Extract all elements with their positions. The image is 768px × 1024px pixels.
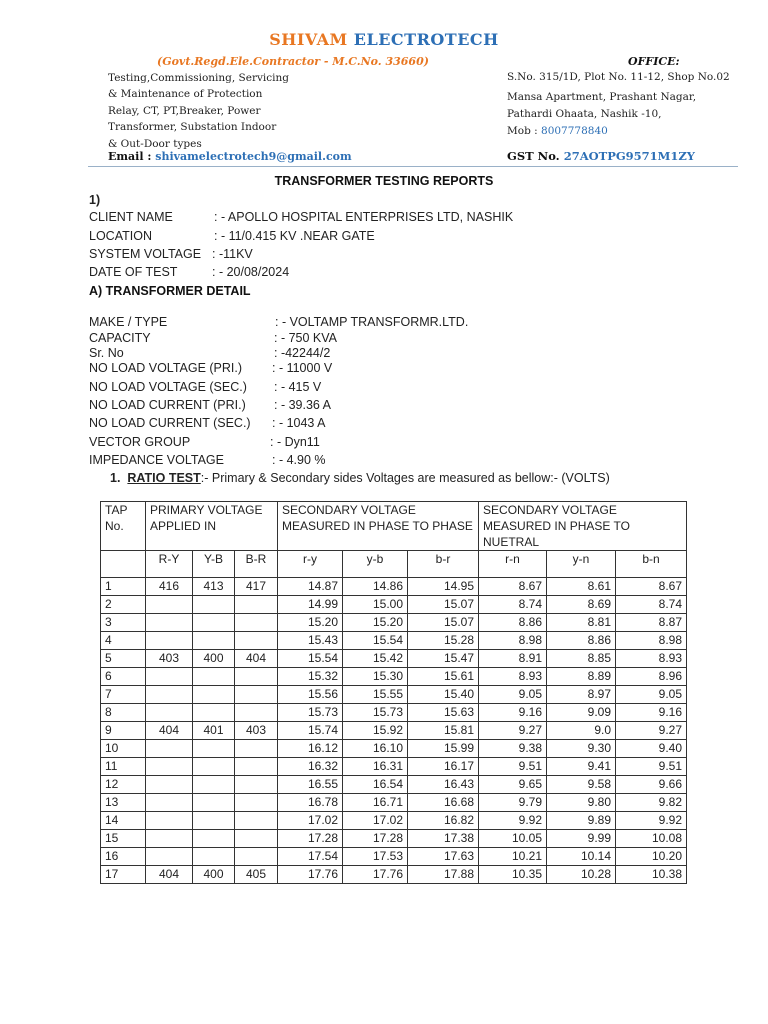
sec-ry-cell: 17.54 (278, 848, 343, 866)
primary-br-cell (235, 632, 278, 650)
table-row (101, 614, 687, 632)
mobile-label: Mob : (507, 125, 538, 137)
sec-yb-cell: 15.92 (343, 722, 408, 740)
detail-value: : -42244/2 (274, 346, 331, 360)
table-row (101, 650, 687, 668)
sec-rn-cell: 9.92 (479, 812, 547, 830)
info-value: : - 11/0.415 KV .NEAR GATE (214, 229, 375, 243)
sec-bn-cell: 10.08 (616, 830, 687, 848)
sec-rn-cell: 10.21 (479, 848, 547, 866)
registration-line: (Govt.Regd.Ele.Contractor - M.C.No. 33660) (157, 55, 429, 68)
subheader-cell: B-R (235, 551, 278, 578)
sec-yn-cell: 9.80 (547, 794, 616, 812)
primary-yb-cell: 400 (193, 866, 235, 884)
sec-ry-cell: 17.02 (278, 812, 343, 830)
primary-br-cell (235, 830, 278, 848)
sec-ry-cell: 16.32 (278, 758, 343, 776)
sec-ry-cell: 15.54 (278, 650, 343, 668)
info-value: : - 20/08/2024 (212, 265, 290, 279)
tap-cell: 8 (101, 704, 146, 722)
service-line: & Out-Door types (108, 137, 202, 150)
primary-br-cell (235, 848, 278, 866)
primary-ry-cell (146, 668, 193, 686)
sec-ry-cell: 15.32 (278, 668, 343, 686)
table-row (101, 668, 687, 686)
sec-yn-cell: 8.61 (547, 578, 616, 596)
sec-ry-cell: 15.20 (278, 614, 343, 632)
detail-value: : - Dyn11 (270, 435, 320, 449)
sec-br-cell: 15.07 (408, 614, 479, 632)
tap-cell: 6 (101, 668, 146, 686)
sec-bn-cell: 9.82 (616, 794, 687, 812)
sec-yn-cell: 8.85 (547, 650, 616, 668)
sec-rn-cell: 9.38 (479, 740, 547, 758)
sec-yb-cell: 15.20 (343, 614, 408, 632)
sec-yb-cell: 15.73 (343, 704, 408, 722)
sec-yn-cell: 8.69 (547, 596, 616, 614)
sec-bn-cell: 9.40 (616, 740, 687, 758)
sec-bn-cell: 9.92 (616, 812, 687, 830)
tap-cell: 7 (101, 686, 146, 704)
detail-label: MAKE / TYPE (89, 315, 168, 329)
sec-rn-cell: 9.16 (479, 704, 547, 722)
address-line: Pathardi Ohaata, Nashik -10, (507, 108, 662, 120)
sec-br-cell: 16.17 (408, 758, 479, 776)
sec-ry-cell: 16.12 (278, 740, 343, 758)
service-line: & Maintenance of Protection (108, 88, 263, 101)
sec-yn-cell: 9.58 (547, 776, 616, 794)
sec-ry-cell: 17.28 (278, 830, 343, 848)
sec-yn-cell: 9.89 (547, 812, 616, 830)
detail-value: : - 11000 V (272, 361, 333, 375)
subheader-cell: b-r (408, 551, 479, 578)
detail-label: NO LOAD VOLTAGE (SEC.) (89, 380, 247, 394)
ratio-description: :- Primary & Secondary sides Voltages are measured as bellow:- (VOLTS) (200, 471, 610, 485)
sec-br-cell: 15.63 (408, 704, 479, 722)
subheader-cell: R-Y (146, 551, 193, 578)
sec-bn-cell: 8.93 (616, 650, 687, 668)
sec-yb-cell: 15.54 (343, 632, 408, 650)
sec-yb-cell: 15.42 (343, 650, 408, 668)
office-label: OFFICE: (628, 55, 680, 68)
primary-yb-cell (193, 704, 235, 722)
primary-yb-cell (193, 794, 235, 812)
email-link[interactable]: shivamelectrotech9@gmail.com (155, 150, 352, 163)
sec-br-cell: 17.88 (408, 866, 479, 884)
primary-yb-cell: 413 (193, 578, 235, 596)
info-label: CLIENT NAME (89, 210, 173, 224)
sec-rn-cell: 9.51 (479, 758, 547, 776)
subheader-cell: y-b (343, 551, 408, 578)
sec-yb-cell: 17.02 (343, 812, 408, 830)
primary-ry-cell (146, 794, 193, 812)
primary-ry-cell (146, 614, 193, 632)
primary-ry-cell: 416 (146, 578, 193, 596)
sec-bn-cell: 8.98 (616, 632, 687, 650)
primary-br-cell: 404 (235, 650, 278, 668)
sec-yn-cell: 9.0 (547, 722, 616, 740)
sec-yb-cell: 16.54 (343, 776, 408, 794)
sec-yb-cell: 16.10 (343, 740, 408, 758)
sec-br-cell: 16.68 (408, 794, 479, 812)
info-label: LOCATION (89, 229, 152, 243)
sec-rn-cell: 9.27 (479, 722, 547, 740)
sec-bn-cell: 8.67 (616, 578, 687, 596)
primary-br-cell (235, 614, 278, 632)
detail-value: : - 39.36 A (274, 398, 331, 412)
subheader-cell (101, 551, 146, 578)
company-name (0, 30, 768, 49)
detail-label: NO LOAD VOLTAGE (PRI.) (89, 361, 243, 375)
subheader-cell: r-y (278, 551, 343, 578)
table-row (101, 596, 687, 614)
detail-value: : - 1043 A (272, 416, 326, 430)
info-value: : -11KV (212, 247, 253, 261)
sec-ry-cell: 15.43 (278, 632, 343, 650)
ratio-test-table (100, 501, 687, 884)
primary-ry-cell (146, 704, 193, 722)
primary-br-cell (235, 686, 278, 704)
primary-br-cell: 403 (235, 722, 278, 740)
sec-br-cell: 15.07 (408, 596, 479, 614)
ratio-number: 1. (110, 471, 121, 485)
subheader-cell: b-n (616, 551, 687, 578)
primary-br-cell (235, 668, 278, 686)
sec-rn-cell: 10.05 (479, 830, 547, 848)
ratio-label: RATIO TEST (127, 471, 201, 485)
primary-ry-cell (146, 848, 193, 866)
mobile-line (507, 124, 732, 139)
header-primary-voltage: PRIMARY VOLTAGE APPLIED IN (146, 502, 278, 551)
sec-ry-cell: 15.74 (278, 722, 343, 740)
sec-br-cell: 15.61 (408, 668, 479, 686)
primary-ry-cell (146, 596, 193, 614)
sec-bn-cell: 8.96 (616, 668, 687, 686)
primary-ry-cell (146, 758, 193, 776)
subheader-cell: y-n (547, 551, 616, 578)
header-tap: TAP No. (101, 502, 146, 551)
tap-cell: 12 (101, 776, 146, 794)
email-label: Email : (108, 150, 152, 163)
sec-br-cell: 15.99 (408, 740, 479, 758)
sec-yn-cell: 9.30 (547, 740, 616, 758)
sec-yb-cell: 17.53 (343, 848, 408, 866)
mobile-number[interactable]: 8007778840 (541, 125, 608, 137)
sec-br-cell: 16.82 (408, 812, 479, 830)
services-list (108, 70, 428, 152)
primary-ry-cell (146, 740, 193, 758)
gst-label: GST No. (507, 149, 560, 163)
table-subheader-row (101, 551, 687, 578)
sec-bn-cell: 9.16 (616, 704, 687, 722)
service-line: Relay, CT, PT,Breaker, Power (108, 104, 261, 117)
primary-ry-cell: 403 (146, 650, 193, 668)
primary-yb-cell (193, 668, 235, 686)
primary-yb-cell (193, 596, 235, 614)
sec-yb-cell: 15.55 (343, 686, 408, 704)
primary-yb-cell (193, 830, 235, 848)
sec-bn-cell: 9.66 (616, 776, 687, 794)
address-line: S.No. 315/1D, Plot No. 11-12, Shop No.02 (507, 71, 730, 83)
sec-bn-cell: 8.74 (616, 596, 687, 614)
primary-br-cell (235, 758, 278, 776)
section-heading: A) TRANSFORMER DETAIL (89, 284, 251, 298)
primary-br-cell: 417 (235, 578, 278, 596)
office-address (507, 70, 732, 139)
table-row (101, 866, 687, 884)
table-row (101, 794, 687, 812)
header-secondary-phase-to-phase: SECONDARY VOLTAGE MEASURED IN PHASE TO PHASE (278, 502, 479, 551)
ratio-test-heading (110, 471, 610, 485)
sec-yn-cell: 8.97 (547, 686, 616, 704)
detail-value: : - VOLTAMP TRANSFORMR.LTD. (275, 315, 469, 329)
sec-br-cell: 14.95 (408, 578, 479, 596)
detail-label: VECTOR GROUP (89, 435, 191, 449)
primary-br-cell (235, 794, 278, 812)
info-label: DATE OF TEST (89, 265, 178, 279)
gst-number: 27AOTPG9571M1ZY (563, 149, 695, 163)
sec-br-cell: 15.28 (408, 632, 479, 650)
primary-br-cell (235, 812, 278, 830)
info-value: : - APOLLO HOSPITAL ENTERPRISES LTD, NASHIK (214, 210, 514, 224)
header-secondary-phase-to-neutral: SECONDARY VOLTAGE MEASURED IN PHASE TO NUETRAL (479, 502, 687, 551)
sec-ry-cell: 16.78 (278, 794, 343, 812)
table-row (101, 812, 687, 830)
table-row (101, 686, 687, 704)
table-row (101, 776, 687, 794)
email-line (108, 150, 352, 163)
table-row (101, 830, 687, 848)
sec-yb-cell: 16.31 (343, 758, 408, 776)
table-row (101, 758, 687, 776)
sec-br-cell: 15.47 (408, 650, 479, 668)
table-row (101, 704, 687, 722)
primary-ry-cell: 404 (146, 722, 193, 740)
primary-yb-cell (193, 812, 235, 830)
sec-rn-cell: 9.79 (479, 794, 547, 812)
sec-br-cell: 17.38 (408, 830, 479, 848)
primary-yb-cell (193, 686, 235, 704)
sec-br-cell: 17.63 (408, 848, 479, 866)
company-name-part1: SHIVAM (269, 30, 348, 49)
tap-cell: 2 (101, 596, 146, 614)
sec-yn-cell: 10.28 (547, 866, 616, 884)
detail-value: : - 415 V (274, 380, 322, 394)
tap-cell: 1 (101, 578, 146, 596)
sec-bn-cell: 10.38 (616, 866, 687, 884)
sec-yn-cell: 9.09 (547, 704, 616, 722)
sec-ry-cell: 14.87 (278, 578, 343, 596)
primary-ry-cell (146, 776, 193, 794)
tap-cell: 14 (101, 812, 146, 830)
sec-yb-cell: 17.76 (343, 866, 408, 884)
primary-yb-cell (193, 632, 235, 650)
sec-rn-cell: 8.74 (479, 596, 547, 614)
sec-yb-cell: 14.86 (343, 578, 408, 596)
primary-yb-cell: 400 (193, 650, 235, 668)
sec-br-cell: 15.40 (408, 686, 479, 704)
sec-bn-cell: 9.05 (616, 686, 687, 704)
service-line: Transformer, Substation Indoor (108, 121, 277, 134)
sec-bn-cell: 9.27 (616, 722, 687, 740)
tap-cell: 17 (101, 866, 146, 884)
report-title: TRANSFORMER TESTING REPORTS (274, 174, 494, 188)
detail-label: NO LOAD CURRENT (PRI.) (89, 398, 246, 412)
tap-cell: 16 (101, 848, 146, 866)
primary-ry-cell (146, 632, 193, 650)
sec-yn-cell: 8.81 (547, 614, 616, 632)
sec-bn-cell: 10.20 (616, 848, 687, 866)
sec-br-cell: 15.81 (408, 722, 479, 740)
sec-br-cell: 16.43 (408, 776, 479, 794)
table-header-row (101, 502, 687, 551)
sec-rn-cell: 8.86 (479, 614, 547, 632)
detail-label: CAPACITY (89, 331, 151, 345)
tap-cell: 11 (101, 758, 146, 776)
sec-yb-cell: 15.30 (343, 668, 408, 686)
subheader-cell: Y-B (193, 551, 235, 578)
address-line: Mansa Apartment, Prashant Nagar, (507, 91, 697, 103)
tap-cell: 15 (101, 830, 146, 848)
header-divider (88, 166, 738, 167)
sec-bn-cell: 8.87 (616, 614, 687, 632)
sec-bn-cell: 9.51 (616, 758, 687, 776)
sec-yn-cell: 10.14 (547, 848, 616, 866)
detail-value: : - 750 KVA (274, 331, 337, 345)
sec-rn-cell: 8.91 (479, 650, 547, 668)
primary-yb-cell (193, 740, 235, 758)
tap-cell: 9 (101, 722, 146, 740)
primary-yb-cell (193, 848, 235, 866)
tap-cell: 10 (101, 740, 146, 758)
service-line: Testing,Commissioning, Servicing (108, 72, 289, 84)
table-row (101, 848, 687, 866)
sec-ry-cell: 15.56 (278, 686, 343, 704)
tap-cell: 13 (101, 794, 146, 812)
primary-br-cell (235, 596, 278, 614)
primary-yb-cell: 401 (193, 722, 235, 740)
tap-cell: 4 (101, 632, 146, 650)
primary-br-cell (235, 704, 278, 722)
sec-ry-cell: 17.76 (278, 866, 343, 884)
primary-br-cell (235, 740, 278, 758)
primary-yb-cell (193, 758, 235, 776)
sec-ry-cell: 14.99 (278, 596, 343, 614)
sec-rn-cell: 8.98 (479, 632, 547, 650)
sec-rn-cell: 8.93 (479, 668, 547, 686)
sec-yn-cell: 9.41 (547, 758, 616, 776)
sec-yb-cell: 17.28 (343, 830, 408, 848)
detail-value: : - 4.90 % (272, 453, 326, 467)
detail-label: Sr. No (89, 346, 124, 360)
detail-label: NO LOAD CURRENT (SEC.) (89, 416, 251, 430)
table-row (101, 740, 687, 758)
report-number: 1) (89, 193, 101, 207)
primary-yb-cell (193, 776, 235, 794)
sec-yn-cell: 8.86 (547, 632, 616, 650)
table-row (101, 578, 687, 596)
primary-br-cell (235, 776, 278, 794)
sec-ry-cell: 16.55 (278, 776, 343, 794)
primary-ry-cell (146, 830, 193, 848)
sec-rn-cell: 9.05 (479, 686, 547, 704)
table-row (101, 722, 687, 740)
info-label: SYSTEM VOLTAGE (89, 247, 202, 261)
primary-ry-cell: 404 (146, 866, 193, 884)
tap-cell: 3 (101, 614, 146, 632)
table-row (101, 632, 687, 650)
primary-ry-cell (146, 812, 193, 830)
subheader-cell: r-n (479, 551, 547, 578)
tap-cell: 5 (101, 650, 146, 668)
detail-label: IMPEDANCE VOLTAGE (89, 453, 224, 467)
primary-br-cell: 405 (235, 866, 278, 884)
sec-rn-cell: 9.65 (479, 776, 547, 794)
sec-yb-cell: 15.00 (343, 596, 408, 614)
sec-yb-cell: 16.71 (343, 794, 408, 812)
primary-yb-cell (193, 614, 235, 632)
sec-yn-cell: 9.99 (547, 830, 616, 848)
sec-yn-cell: 8.89 (547, 668, 616, 686)
sec-ry-cell: 15.73 (278, 704, 343, 722)
gst-line (507, 149, 695, 163)
sec-rn-cell: 10.35 (479, 866, 547, 884)
sec-rn-cell: 8.67 (479, 578, 547, 596)
primary-ry-cell (146, 686, 193, 704)
company-name-part2: ELECTROTECH (353, 30, 499, 49)
